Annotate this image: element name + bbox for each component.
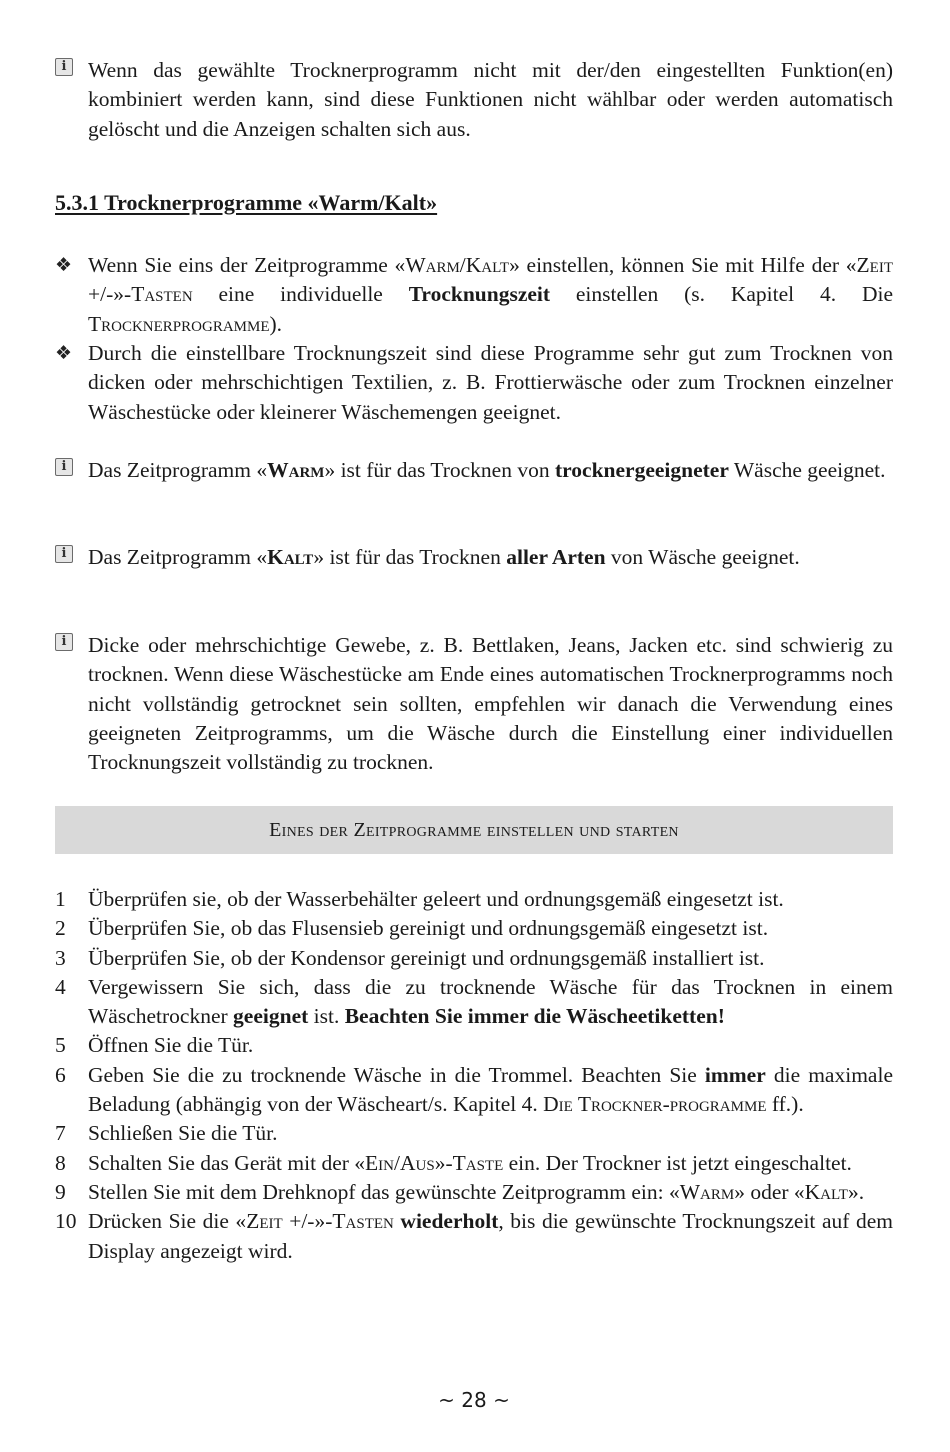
step-number: 10 — [55, 1209, 77, 1234]
procedure-heading-bar — [55, 806, 893, 854]
note-intro — [55, 56, 893, 144]
step-text: Vergewissern Sie sich, dass die zu trocknende Wäsche für das Trocknen in einem Wäschetrockner geeignet ist. Beachten Sie immer die Wäscheetiketten! — [88, 974, 893, 1029]
list-item — [55, 944, 893, 973]
bullet-item — [55, 251, 893, 339]
list-item — [55, 1031, 893, 1060]
step-number: 6 — [55, 1062, 66, 1087]
step-number: 5 — [55, 1033, 66, 1058]
note-kalt — [55, 543, 893, 572]
step-number: 2 — [55, 916, 66, 941]
note-thick-text: Dicke oder mehrschichtige Gewebe, z. B. Bettlaken, Jeans, Jacken etc. sind schwierig zu trocknen. Wenn diese Wäschestücke am Ende eines automatischen Trocknerprogramms noch nicht vollständig getrocknet sein sollten, empfehlen wir danach die Verwendung eines geeigneten Zeitprogramms, um die Wäsche durch die Einstellung einer individuellen Trocknungszeit vollständig zu trocknen. — [88, 633, 893, 775]
info-icon: i — [55, 458, 73, 476]
bullet-text: Durch die einstellbare Trocknungszeit sind diese Programme sehr gut zum Trocknen von dicken oder mehrschichtigen Textilien, z. B. Frottierwäsche oder zum Trocknen einzelner Wäschestücke oder kleinerer Wäschemengen geeignet. — [88, 341, 893, 424]
step-number: 4 — [55, 974, 66, 999]
steps-list — [55, 885, 893, 1266]
list-item — [55, 1207, 893, 1266]
info-icon: i — [55, 58, 73, 76]
list-item — [55, 973, 893, 1032]
list-item — [55, 1149, 893, 1178]
step-text: Öffnen Sie die Tür. — [88, 1033, 254, 1058]
step-number: 9 — [55, 1179, 66, 1204]
section-heading: 5.3.1 Trocknerprogramme «Warm/Kalt» — [55, 190, 438, 215]
diamond-bullet-icon: ❖ — [55, 254, 73, 276]
bullet-text: Wenn Sie eins der Zeitprogramme «Warm/Kalt» einstellen, können Sie mit Hilfe der «Zeit +/-»-Tasten eine individuelle Trocknungszeit einstellen (s. Kapitel 4. Die Trocknerprogramme). — [88, 253, 893, 336]
note-warm-text: Das Zeitprogramm «Warm» ist für das Trocknen von trocknergeeigneter Wäsche geeignet. — [88, 458, 886, 482]
info-icon: i — [55, 633, 73, 651]
list-item — [55, 1061, 893, 1120]
note-intro-text: Wenn das gewählte Trocknerprogramm nicht mit der/den eingestellten Funktion(en) kombiniert werden kann, sind diese Funktionen nicht wählbar oder werden automatisch gelöscht und die Anzeigen schalten sich aus. — [88, 58, 893, 141]
note-thick-fabrics — [55, 631, 893, 777]
step-number: 3 — [55, 945, 66, 970]
bullet-item — [55, 339, 893, 427]
step-number: 7 — [55, 1121, 66, 1146]
procedure-heading: Eines der Zeitprogramme einstellen und starten — [269, 818, 679, 841]
step-number: 8 — [55, 1150, 66, 1175]
step-text: Überprüfen Sie, ob das Flusensieb gereinigt und ordnungsgemäß eingesetzt ist. — [88, 916, 769, 941]
step-text: Überprüfen sie, ob der Wasserbehälter geleert und ordnungsgemäß eingesetzt ist. — [88, 887, 784, 911]
list-item — [55, 1178, 893, 1207]
info-icon: i — [55, 545, 73, 563]
step-text: Drücken Sie die «Zeit +/-»-Tasten wiederholt, bis die gewünschte Trocknungszeit auf dem Display angezeigt wird. — [88, 1209, 893, 1263]
step-number: 1 — [55, 887, 66, 911]
step-text: Geben Sie die zu trocknende Wäsche in die Trommel. Beachten Sie immer die maximale Beladung (abhängig von der Wäscheart/s. Kapitel 4. Die Trockner-programme ff.). — [88, 1062, 893, 1117]
list-item — [55, 1119, 893, 1148]
step-text: Schließen Sie die Tür. — [88, 1121, 278, 1146]
note-warm — [55, 456, 893, 485]
step-text: Schalten Sie das Gerät mit der «Ein/Aus»-Taste ein. Der Trockner ist jetzt eingeschaltet. — [88, 1150, 852, 1175]
list-item — [55, 885, 893, 914]
step-text: Stellen Sie mit dem Drehknopf das gewünschte Zeitprogramm ein: «Warm» oder «Kalt». — [88, 1179, 865, 1204]
note-kalt-text: Das Zeitprogramm «Kalt» ist für das Trocknen aller Arten von Wäsche geeignet. — [88, 545, 800, 569]
diamond-bullet-icon: ❖ — [55, 342, 73, 364]
step-text: Überprüfen Sie, ob der Kondensor gereinigt und ordnungsgemäß installiert ist. — [88, 945, 765, 970]
list-item — [55, 914, 893, 943]
page-number: ~ 28 ~ — [438, 1388, 510, 1412]
